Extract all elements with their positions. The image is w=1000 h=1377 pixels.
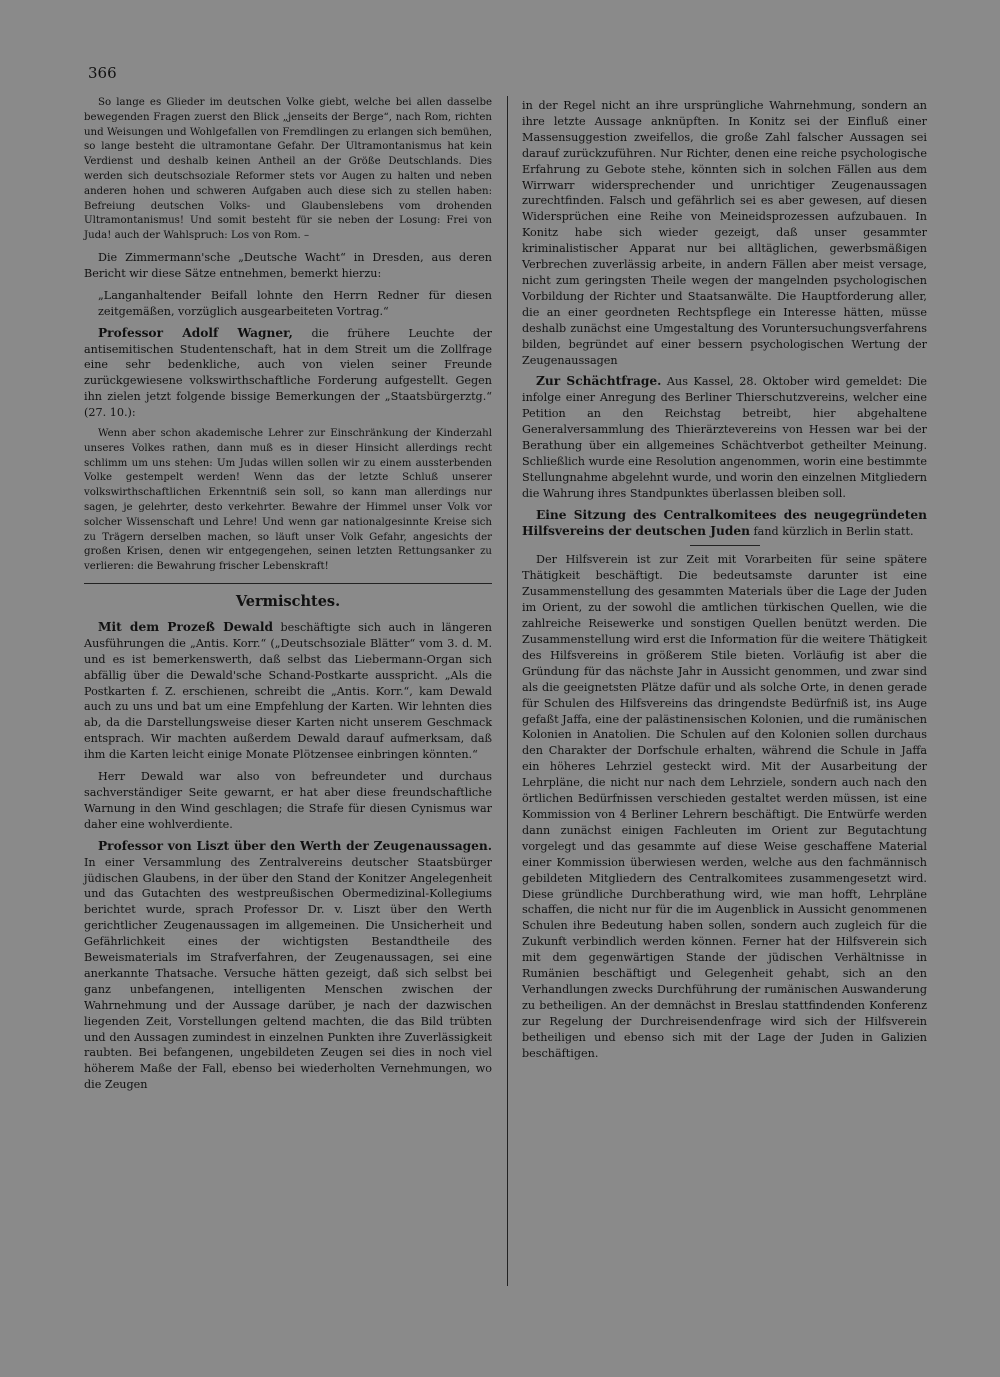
article-heading: Mit dem Prozeß Dewald	[98, 619, 273, 634]
article-text: In einer Versammlung des Zentralvereins deutscher Staatsbürger jüdischen Glaubens, in der über den Stand der Konitzer Angelegenheit und das Gutachten des westpreußischen Obermedizinal-Kollegiums berichtet wurde, sprach Professor Dr. v. Liszt über den Werth gerichtlicher Zeugenaussagen im allgemeinen. Die Unsicherheit und Gefährlichkeit eines der wichtigsten Bestandtheile des Beweismaterials im Strafverfahren, der Zeugenaussagen, sei eine anerkannte Thatsache. Versuche hätten gezeigt, daß sich selbst bei ganz unbefangenen, intelligenten Menschen zwischen der Wahrnehmung und der Aussage darüber, je nach der dazwischen liegenden Zeit, Vorstellungen geltend machten, die das Bild trübten und den Aussagen zumindest in einzelnen Punkten ihre Zuverlässigkeit raubten. Bei befangenen, ungebildeten Zeugen sei dies in noch viel höherem Maße der Fall, ebenso bei wiederholten Vernehmungen, wo die Zeugen	[84, 855, 492, 1092]
left-column	[84, 96, 492, 1099]
article-heading: Professor Adolf Wagner,	[98, 325, 293, 340]
article-text: fand kürzlich in Berlin statt.	[749, 524, 914, 538]
paragraph: So lange es Glieder im deutschen Volke giebt, welche bei allen dasselbe bewegenden Fragen zuerst den Blick „jenseits der Berge“, nach Rom, richten und Weisungen und Wohlgefallen von Fremdlingen zu erlangen sich bemühen, so lange besteht die ultramontane Gefahr. Der Ultramontanismus hat kein Verdienst und deshalb keinen Antheil an der Größe Deutschlands. Dies werden sich deutschsoziale Reformer stets vor Augen zu halten und neben anderen hohen und schweren Aufgaben auch diese sich zu stellen haben: Befreiung deutschen Volks- und Glaubenslebens vom drohenden Ultramontanismus! Und somit besteht für sie neben der Losung: Frei von Juda! auch der Wahlspruch: Los von Rom. –	[84, 97, 492, 242]
paragraph	[84, 326, 492, 421]
paragraph	[522, 508, 927, 540]
paragraph	[84, 620, 492, 763]
quote: „Langanhaltender Beifall lohnte den Herrn Redner für diesen zeitgemäßen, vorzüglich ausgearbeiteten Vortrag.“	[98, 288, 492, 318]
paragraph: Die Zimmermann'sche „Deutsche Wacht“ in Dresden, aus deren Bericht wir diese Sätze entnehmen, bemerkt hierzu:	[84, 250, 492, 280]
paragraph	[522, 374, 927, 501]
page-number: 366	[88, 64, 117, 82]
article-heading: Eine Sitzung des Centralkomitees des neugegründeten Hilfsvereins der deutschen Juden	[522, 507, 927, 538]
paragraph: Der Hilfsverein ist zur Zeit mit Vorarbeiten für seine spätere Thätigkeit beschäftigt. Die bedeutsamste darunter ist eine Zusammenstellung des gesammten Materials über die Lage der Juden im Orient, zu der sowohl die amtlichen türkischen Quellen, wie die zahlreiche Reisewerke und sonstigen Quellen benützt werden. Die Zusammenstellung wird erst die Information für die weitere Thätigkeit des Hilfsvereins in größerem Stile bieten. Vorläufig ist aber die Gründung für das nächste Jahr in Aussicht genommen, und zwar sind als die geeignetsten Plätze dafür und als solche Orte, in denen gerade für Schulen des Hilfsvereins das dringendste Bedürfniß ist, ins Auge gefaßt Jaffa, eine der palästinensischen Kolonien, und die rumänischen Kolonien in Anatolien. Die Schulen auf den Kolonien sollen durchaus den Charakter der Dorfschule erhalten, während die Schule in Jaffa ein höheres Lehrziel gesteckt wird. Mit der Ausarbeitung der Lehrpläne, die nicht nur nach dem Lehrziele, sondern auch nach den örtlichen Bedürfnissen verschieden gestaltet werden müssen, ist eine Kommission von 4 Berliner Lehrern beschäftigt. Die Entwürfe werden dann zunächst einigen Fachleuten im Orient zur Begutachtung vorgelegt und das gesammte auf diese Weise geschaffene Material einer Kommission überwiesen werden, welche aus den fachmännisch gebildeten Mitgliedern des Centralkomitees zusammengesetzt wird. Diese gründliche Durchberathung wird, wie man hofft, Lehrpläne schaffen, die nicht nur für die im Augenblick in Aussicht genommenen Schulen ihre Bedeutung haben sollen, sondern auch zugleich für die Zukunft verbindlich werden können. Ferner hat der Hilfsverein sich mit dem gegenwärtigen Stande der jüdischen Verhältnisse in Rumänien beschäftigt und Gelegenheit gehabt, sich an den Verhandlungen zwecks Durchführung der rumänischen Auswanderung zu betheiligen. An der demnächst in Breslau stattfindenden Konferenz zur Regelung der Durchreisendenfrage wird sich der Hilfsverein betheiligen und ebenso sich mit der Lage der Juden in Galizien beschäftigen.	[522, 553, 927, 1060]
paragraph: Herr Dewald war also von befreundeter und durchaus sachverständiger Seite gewarnt, er hat aber diese freundschaftliche Warnung in den Wind geschlagen; die Strafe für diesen Cynismus war daher eine wohlverdiente.	[84, 770, 492, 831]
quoted-passage: Wenn aber schon akademische Lehrer zur Einschränkung der Kinderzahl unseres Volkes rathen, dann muß es in dieser Hinsicht allerdings recht schlimm um uns stehen: Um Judas willen sollen wir zu einem aussterbenden Volke gestempelt werden! Wenn das der letzte Schluß unserer volkswirthschaftlichen Erkenntniß sein soll, so kann man allerdings nur sagen, je gelehrter, desto verkehrter. Bewahre der Himmel unser Volk vor solcher Wissenschaft und Lehre! Und wenn gar nationalgesinnte Kreise sich zu Trägern derselben machen, so läuft unser Volk Gefahr, angesichts der großen Krisen, denen wir entgegengehen, seinen letzten Rettungsanker zu verlieren: die Bewahrung frischer Lebenskraft!	[84, 428, 492, 573]
paragraph: in der Regel nicht an ihre ursprüngliche Wahrnehmung, sondern an ihre letzte Aussage anknüpften. In Konitz sei der Einfluß einer Massensuggestion zweifellos, die große Zahl falscher Aussagen sei darauf zurückzuführen. Nur Richter, denen eine reiche psychologische Erfahrung zu Gebote stehe, könnten sich in solchen Fällen aus dem Wirrwarr widersprechender und unrichtiger Zeugenaussagen zurechtfinden. Falsch und gefährlich sei es aber gewesen, auf diesen Widersprüchen eine Reihe von Meineidsprozessen aufzubauen. In Konitz habe sich wieder gezeigt, daß unser gesammter kriminalistischer Apparat nur bei alltäglichen, gewerbsmäßigen Verbrechen zuverlässig arbeite, in andern Fällen aber meist versage, nicht zum geringsten Theile wegen der mangelnden psychologischen Vorbildung der Richter und Staatsanwälte. Die Hauptforderung aller, die an einer geordneten Rechtspflege ein Interesse hätten, müsse deshalb zunächst eine Umgestaltung des Voruntersuchungsverfahrens bilden, begründet auf einer bessern psychologischen Wertung der Zeugenaussagen	[522, 99, 927, 367]
article-heading: Zur Schächtfrage.	[536, 374, 662, 389]
paragraph	[84, 839, 492, 1094]
article-heading: Professor von Liszt über den Werth der Zeugenaussagen.	[98, 838, 492, 853]
separator-rule	[690, 545, 760, 546]
article-text: die frühere Leuchte der antisemitischen Studentenschaft, hat in dem Streit um die Zollfrage eine sehr bedenkliche, auch von vielen seiner Freunde zurückgewiesene volkswirthschaftliche Forderung aufgestellt. Gegen ihn zielen jetzt folgende bissige Bemerkungen der „Staatsbürgerztg.“ (27. 10.):	[84, 326, 493, 420]
article-text: beschäftigte sich auch in längeren Ausführungen die „Antis. Korr.“ („Deutschsoziale Blätter“ vom 3. d. M. und es ist bemerkenswerth, daß selbst das Liebermann-Organ sich abfällig über die Dewald'sche Schand-Postkarte ausspricht. „Als die Postkarten f. Z. erschienen, schreibt die „Antis. Korr.“, kam Dewald auch zu uns und bat um eine Empfehlung der Karten. Wir lehnten dies ab, da die Darstellungsweise dieser Karten nicht unserem Geschmack entsprach. Wir machten außerdem Dewald darauf aufmerksam, daß ihm die Karten leicht einige Monate Plötzensee einbringen könnten.“	[84, 620, 492, 762]
column-divider	[507, 96, 508, 1286]
section-heading: Vermischtes.	[84, 583, 492, 610]
right-column	[522, 98, 927, 1067]
article-text: Aus Kassel, 28. Oktober wird gemeldet: Die infolge einer Anregung des Berliner Thierschutzvereins, welcher eine Petition an den Reichstag betreibt, hier abgehaltene Generalversammlung des Thierärztevereins von Hessen war bei der Berathung über ein allgemeines Schächtverbot getheilter Meinung. Schließlich wurde eine Resolution angenommen, worin eine bestimmte Stellungnahme abgelehnt wurde, und worin den einzelnen Mitgliedern die Wahrung ihres Standpunktes überlassen bleiben soll.	[522, 375, 927, 500]
